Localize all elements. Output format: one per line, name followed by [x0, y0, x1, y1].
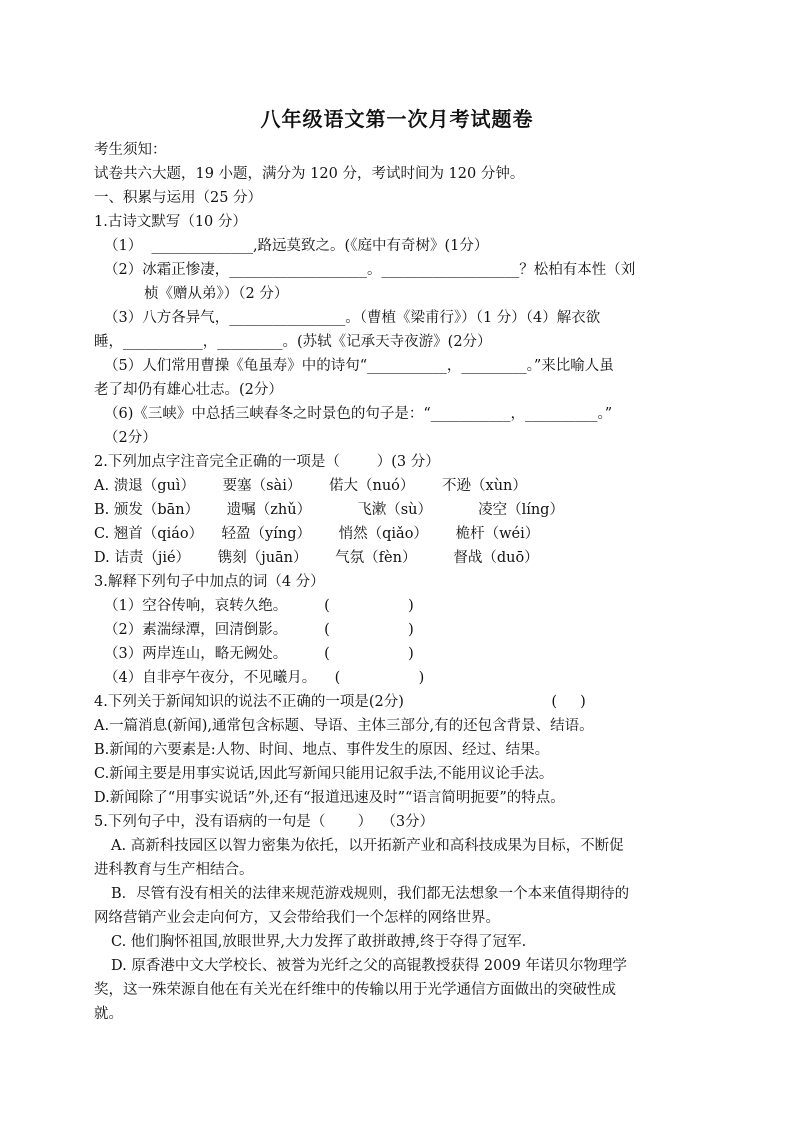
question-line: （2分）: [104, 430, 157, 446]
option-line: A. 溃退（guì） 要塞（sài） 偌大（nuó） 不逊（xùn）: [94, 478, 527, 494]
question-line: （5）人们常用曹操《龟虽寿》中的诗句“___________，_________。”来比喻人虽: [104, 358, 614, 374]
question-line: 桢《赠从弟》）（2 分）: [144, 286, 289, 302]
question-heading: 5.下列句子中，没有语病的一句是（ ） （3分）: [94, 814, 435, 830]
question-line: （4）自非亭午夜分，不见曦月。 ( ): [104, 670, 425, 686]
question-line: （2）素湍绿潭，回清倒影。 ( ): [104, 622, 414, 638]
option-line: C. 他们胸怀祖国,放眼世界,大力发挥了敢拼敢搏,终于夺得了冠军.: [111, 934, 527, 950]
option-line: C.新闻主要是用事实说话,因此写新闻只能用记叙手法,不能用议论手法。: [94, 766, 554, 782]
option-line: D. 原香港中文大学校长、被誉为光纤之父的高锟教授获得 2009 年诺贝尔物理学: [111, 958, 627, 974]
option-line: B．尽管有没有相关的法律来规范游戏规则，我们都无法想象一个本来值得期待的: [111, 886, 630, 902]
question-line: （1） ______________,路远莫致之。(《庭中有奇树》(1分）: [104, 238, 489, 254]
option-line: 网络营销产业会走向何方，又会带给我们一个怎样的网络世界。: [94, 910, 500, 926]
option-line: 进科教育与生产相结合。: [94, 862, 254, 878]
question-line: （3）两岸连山，略无阙处。 ( ): [104, 646, 414, 662]
option-line: D. 诘责（jié） 镌刻（juān） 气氛（fèn） 督战（duō）: [94, 550, 539, 566]
exam-notice-text: 试卷共六大题，19 小题，满分为 120 分，考试时间为 120 分钟。: [94, 166, 525, 182]
option-line: A. 高新科技园区以智力密集为依托，以开拓新产业和高科技成果为目标，不断促: [111, 838, 624, 854]
question-line: 老了却仍有雄心壮志。(2分）: [94, 382, 283, 398]
option-line: B. 颁发（bān） 遗嘱（zhǔ） 飞漱（sù） 凌空（líng）: [94, 502, 564, 518]
question-heading: 3.解释下列句子中加点的词（4 分）: [94, 574, 325, 590]
question-line: （6)《三峡》中总括三峡春冬之时景色的句子是：“___________，__________。”: [104, 406, 613, 422]
question-line: （2）冰霜正惨凄，___________________。___________________？松柏有本性（刘: [104, 262, 636, 278]
option-line: D.新闻除了“用事实说话”外,还有“报道迅速及时”“语言简明扼要”的特点。: [94, 790, 565, 806]
section-heading: 一、积累与运用（25 分）: [94, 190, 263, 206]
page-title: 八年级语文第一次月考试题卷: [260, 107, 534, 131]
exam-notice-heading: 考生须知：: [94, 142, 167, 158]
option-line: A.一篇消息(新闻),通常包含标题、导语、主体三部分,有的还包含背景、结语。: [94, 718, 594, 734]
option-line: C. 翘首（qiáo） 轻盈（yíng） 悄然（qiǎo） 桅杆（wéi）: [94, 526, 540, 542]
question-heading: 2.下列加点字注音完全正确的一项是（ ）(3 分）: [94, 454, 440, 470]
option-line: B.新闻的六要素是:人物、时间、地点、事件发生的原因、经过、结果。: [94, 742, 550, 758]
question-line: （3）八方各异气，________________。（曹植《梁甫行》）（1 分）（4）解衣欲: [104, 310, 601, 326]
option-line: 奖，这一殊荣源自他在有关光在纤维中的传输以用于光学通信方面做出的突破性成: [94, 982, 616, 998]
question-line: （1）空谷传响，哀转久绝。 ( ): [104, 598, 414, 614]
question-line: 睡，___________，_________。(苏轼《记承天寺夜游》(2分）: [94, 334, 492, 350]
question-heading: 1.古诗文默写（10 分）: [94, 214, 247, 230]
option-line: 就。: [94, 1006, 123, 1022]
question-heading: 4.下列关于新闻知识的说法不正确的一项是(2分) ( ): [94, 694, 586, 710]
